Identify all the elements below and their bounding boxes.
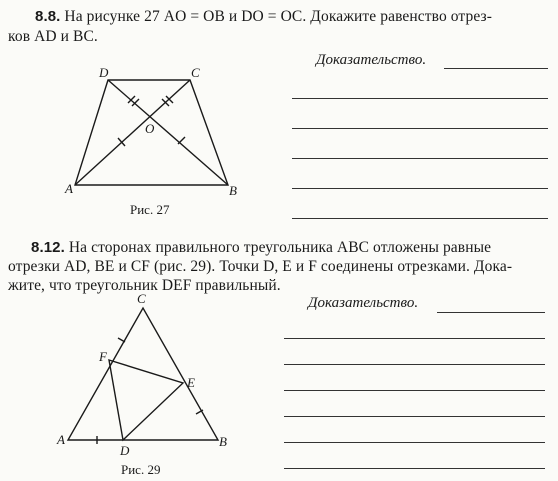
problem-8-8-line2: ков AD и BC.: [8, 28, 98, 45]
problem-8-12-line3: жите, что треугольник DEF правильный.: [8, 277, 281, 294]
answer-line[interactable]: [284, 468, 545, 469]
answer-line[interactable]: [284, 416, 545, 417]
answer-line[interactable]: [284, 442, 545, 443]
point-label-a: A: [65, 181, 73, 196]
proof-label-8-12: Доказательство.: [308, 295, 419, 311]
answer-line[interactable]: [284, 390, 545, 391]
answer-line[interactable]: [292, 188, 548, 189]
problem-8-12-number: 8.12.: [31, 239, 65, 256]
point-label-b: B: [229, 183, 237, 198]
problem-8-12-text-1: На сторонах правильного треугольника ABC отложены равные: [68, 239, 492, 256]
point-label-c: C: [191, 65, 200, 80]
point-label-d: D: [99, 65, 109, 80]
tick-mark: [118, 338, 125, 342]
point-label-f: F: [99, 349, 107, 364]
point-label-d: D: [120, 443, 130, 458]
answer-line[interactable]: [437, 312, 545, 313]
problem-8-12-line2: отрезки AD, BE и CF (рис. 29). Точки D, E и F соединены отрезками. Дока-: [8, 258, 513, 275]
figure-27-caption: Рис. 27: [130, 202, 170, 217]
answer-line[interactable]: [292, 128, 548, 129]
answer-line[interactable]: [284, 364, 545, 365]
answer-line[interactable]: [444, 68, 548, 69]
answer-line[interactable]: [292, 218, 548, 219]
point-label-c: C: [137, 291, 146, 306]
answer-line[interactable]: [292, 158, 548, 159]
problem-8-8-number: 8.8.: [35, 8, 61, 25]
triangle-def: [109, 360, 183, 440]
figure-29-caption: Рис. 29: [121, 462, 161, 477]
point-label-o: O: [145, 121, 155, 136]
problem-8-8-text-1: На рисунке 27 AO = OB и DO = OC. Докажите равенство отрез-: [64, 8, 492, 25]
answer-line[interactable]: [284, 338, 545, 339]
point-label-b: B: [219, 434, 227, 449]
proof-label-8-8: Доказательство.: [316, 52, 427, 68]
answer-line[interactable]: [292, 98, 548, 99]
point-label-a: A: [57, 432, 65, 447]
point-label-e: E: [187, 375, 195, 390]
